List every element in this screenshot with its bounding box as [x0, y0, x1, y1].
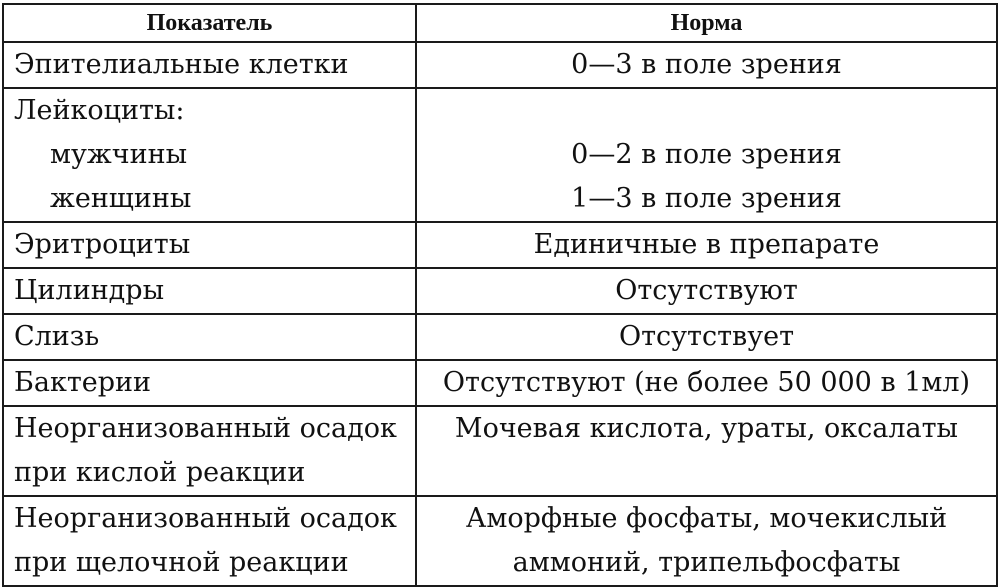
table-row	[3, 88, 997, 222]
norm-text: Отсутствует	[618, 321, 795, 352]
norm-text: Аморфные фосфаты, мочекислый	[465, 503, 948, 534]
norm-text: Мочевая кислота, ураты, оксалаты	[454, 413, 959, 444]
norm-text: Отсутствуют (не более 50 000 в 1мл)	[442, 367, 971, 398]
norm-text: Отсутствуют	[615, 275, 798, 306]
table-row	[3, 360, 997, 406]
norms-table	[2, 3, 998, 587]
indicator-cell	[3, 88, 416, 222]
header-norm: Норма	[416, 4, 997, 42]
sub-indicator-text: женщины	[50, 183, 192, 214]
indicator-text: Неорганизованный осадок	[14, 503, 397, 534]
norm-cell	[416, 406, 997, 496]
table-header-row	[3, 4, 997, 42]
norm-cell	[416, 314, 997, 360]
indicator-cell	[3, 496, 416, 586]
indicator-text: при кислой реакции	[14, 457, 306, 488]
indicator-text: Цилиндры	[14, 275, 165, 306]
norm-cell	[416, 42, 997, 88]
table-row	[3, 406, 997, 496]
indicator-cell	[3, 268, 416, 314]
norm-cell	[416, 268, 997, 314]
indicator-text: Лейкоциты:	[14, 95, 185, 126]
norm-cell	[416, 222, 997, 268]
indicator-text: Бактерии	[14, 367, 152, 398]
table-row	[3, 314, 997, 360]
indicator-cell	[3, 314, 416, 360]
indicator-cell	[3, 222, 416, 268]
norm-text: 0—3 в поле зрения	[571, 49, 842, 80]
norm-cell	[416, 496, 997, 586]
indicator-text: при щелочной реакции	[14, 547, 349, 578]
table-row	[3, 42, 997, 88]
table-row	[3, 222, 997, 268]
sub-indicator-text: мужчины	[50, 139, 188, 170]
indicator-text: Слизь	[14, 321, 100, 352]
norm-cell	[416, 360, 997, 406]
indicator-cell	[3, 360, 416, 406]
norm-spacer	[427, 89, 986, 133]
table-row	[3, 496, 997, 586]
norm-text: аммоний, трипельфосфаты	[512, 547, 901, 578]
norm-text: Единичные в препарате	[533, 229, 880, 260]
norm-text: 0—2 в поле зрения	[571, 139, 842, 170]
indicator-text: Эритроциты	[14, 229, 191, 260]
norm-cell	[416, 88, 997, 222]
indicator-cell	[3, 42, 416, 88]
indicator-cell	[3, 406, 416, 496]
indicator-text: Неорганизованный осадок	[14, 413, 397, 444]
indicator-text: Эпителиальные клетки	[14, 49, 349, 80]
header-indicator: Показатель	[3, 4, 416, 42]
norm-text: 1—3 в поле зрения	[571, 183, 842, 214]
table-row	[3, 268, 997, 314]
